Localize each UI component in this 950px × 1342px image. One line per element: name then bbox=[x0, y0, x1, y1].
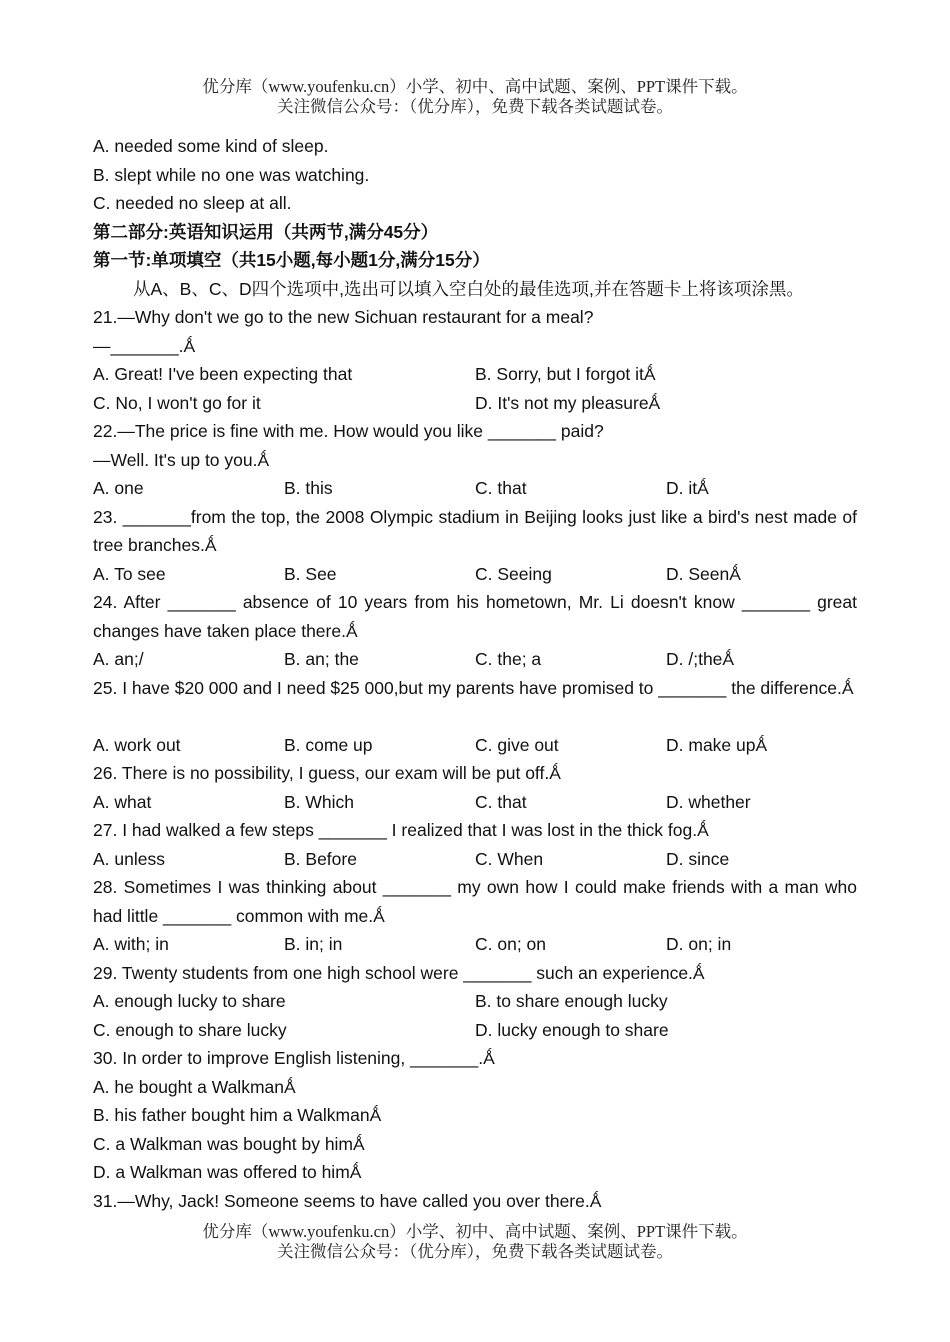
q30-option-d: D. a Walkman was offered to himǺ bbox=[93, 1162, 362, 1182]
footer-line-1: 优分库（www.youfenku.cn）小学、初中、高中试题、案例、PPT课件下载。 bbox=[202, 1222, 748, 1241]
q25-options bbox=[93, 731, 857, 760]
q29-option-a: A. enough lucky to share bbox=[93, 991, 286, 1011]
q22-option-d: D. itǺ bbox=[666, 478, 709, 498]
q23-option-c: C. Seeing bbox=[475, 563, 552, 584]
q22-option-c: C. that bbox=[475, 478, 527, 498]
q30-stem: 30. In order to improve English listening, _______.Ǻ bbox=[93, 1048, 495, 1068]
q21-option-b: B. Sorry, but I forgot itǺ bbox=[475, 364, 656, 384]
q24-option-c: C. the; a bbox=[475, 649, 542, 669]
q28-option-c: C. on; on bbox=[475, 934, 547, 954]
q25-stem: 25. I have $20 000 and I need $25 000,but my parents have promised to _______ the difference.Ǻ bbox=[93, 677, 854, 698]
q22-options bbox=[93, 474, 857, 503]
q27-option-a: A. unless bbox=[93, 848, 165, 869]
q23-options bbox=[93, 560, 857, 589]
q31-stem: 31.—Why, Jack! Someone seems to have called you over there.Ǻ bbox=[93, 1190, 602, 1211]
page-header bbox=[0, 77, 950, 117]
q21-options-row-2 bbox=[93, 389, 857, 418]
q24-option-d: D. /;theǺ bbox=[666, 649, 735, 669]
q23-option-b: B. See bbox=[284, 563, 337, 584]
q24-options bbox=[93, 645, 857, 674]
q25-option-a: A. work out bbox=[93, 734, 181, 755]
section1-title: 第一节:单项填空（共15小题,每小题1分,满分15分） bbox=[93, 250, 490, 270]
q29-option-c: C. enough to share lucky bbox=[93, 1019, 287, 1040]
q29-stem: 29. Twenty students from one high school were _______ such an experience.Ǻ bbox=[93, 962, 705, 983]
q24-stem: 24. After _______ absence of 10 years from his hometown, Mr. Li doesn't know _______ great changes have taken place there.Ǻ bbox=[93, 592, 857, 641]
q21-option-d: D. It's not my pleasureǺ bbox=[475, 392, 661, 413]
q21-options-row-1 bbox=[93, 360, 857, 389]
q27-option-c: C. When bbox=[475, 848, 544, 869]
q26-option-b: B. Which bbox=[284, 791, 355, 812]
q23-option-a: A. To see bbox=[93, 563, 166, 584]
prev-option-c: C. needed no sleep at all. bbox=[93, 193, 292, 213]
q27-option-b: B. Before bbox=[284, 848, 357, 869]
q23-stem: 23. _______from the top, the 2008 Olympic stadium in Beijing looks just like a bird's nest made of tree branches.Ǻ bbox=[93, 506, 857, 555]
q26-option-a: A. what bbox=[93, 791, 152, 812]
header-line-1: 优分库（www.youfenku.cn）小学、初中、高中试题、案例、PPT课件下载。 bbox=[202, 77, 748, 96]
q21-stem: 21.—Why don't we go to the new Sichuan restaurant for a meal? bbox=[93, 307, 594, 327]
q29-option-d: D. lucky enough to share bbox=[475, 1019, 669, 1040]
q24-option-b: B. an; the bbox=[284, 649, 359, 669]
q25-option-b: B. come up bbox=[284, 734, 373, 755]
q22-option-b: B. this bbox=[284, 478, 333, 498]
q30-option-b: B. his father bought him a WalkmanǺ bbox=[93, 1105, 382, 1125]
q21-option-c: C. No, I won't go for it bbox=[93, 392, 261, 413]
q25-option-c: C. give out bbox=[475, 734, 559, 755]
instruction: 从A、B、C、D四个选项中,选出可以填入空白处的最佳选项,并在答题卡上将该项涂黑。 bbox=[133, 278, 804, 299]
q22-stem: 22.—The price is fine with me. How would you like _______ paid? bbox=[93, 421, 604, 441]
q26-stem: 26. There is no possibility, I guess, our exam will be put off.Ǻ bbox=[93, 763, 561, 783]
part2-title: 第二部分:英语知识运用（共两节,满分45分） bbox=[93, 221, 439, 242]
q29-option-b: B. to share enough lucky bbox=[475, 991, 668, 1011]
header-line-2: 关注微信公众号：（优分库），免费下载各类试题试卷。 bbox=[277, 97, 673, 116]
q27-option-d: D. since bbox=[666, 848, 730, 869]
q23-option-d: D. SeenǺ bbox=[666, 563, 741, 584]
q27-stem: 27. I had walked a few steps _______ I realized that I was lost in the thick fog.Ǻ bbox=[93, 820, 709, 840]
q22-reply: —Well. It's up to you.Ǻ bbox=[93, 449, 270, 470]
q22-option-a: A. one bbox=[93, 478, 144, 498]
page-footer bbox=[0, 1222, 950, 1262]
footer-line-2: 关注微信公众号：（优分库），免费下载各类试题试卷。 bbox=[277, 1242, 673, 1261]
q26-option-d: D. whether bbox=[666, 791, 751, 812]
q29-options-row-2 bbox=[93, 1016, 857, 1045]
q21-option-a: A. Great! I've been expecting that bbox=[93, 364, 353, 384]
q27-options bbox=[93, 845, 857, 874]
q28-stem: 28. Sometimes I was thinking about _______ my own how I could make friends with a man who had little _______ common with me.Ǻ bbox=[93, 877, 857, 926]
q28-option-a: A. with; in bbox=[93, 934, 169, 954]
q28-option-d: D. on; in bbox=[666, 934, 732, 954]
q28-option-b: B. in; in bbox=[284, 934, 343, 954]
q28-options bbox=[93, 930, 857, 959]
q29-options-row-1 bbox=[93, 987, 857, 1016]
prev-option-b: B. slept while no one was watching. bbox=[93, 164, 370, 185]
q26-option-c: C. that bbox=[475, 791, 527, 812]
q30-option-c: C. a Walkman was bought by himǺ bbox=[93, 1133, 365, 1154]
exam-content bbox=[93, 132, 857, 1215]
q25-option-d: D. make upǺ bbox=[666, 734, 768, 755]
q30-option-a: A. he bought a WalkmanǺ bbox=[93, 1076, 296, 1097]
prev-option-a: A. needed some kind of sleep. bbox=[93, 136, 329, 156]
q26-options bbox=[93, 788, 857, 817]
q21-reply: —_______.Ǻ bbox=[93, 335, 196, 356]
q24-option-a: A. an;/ bbox=[93, 649, 144, 669]
